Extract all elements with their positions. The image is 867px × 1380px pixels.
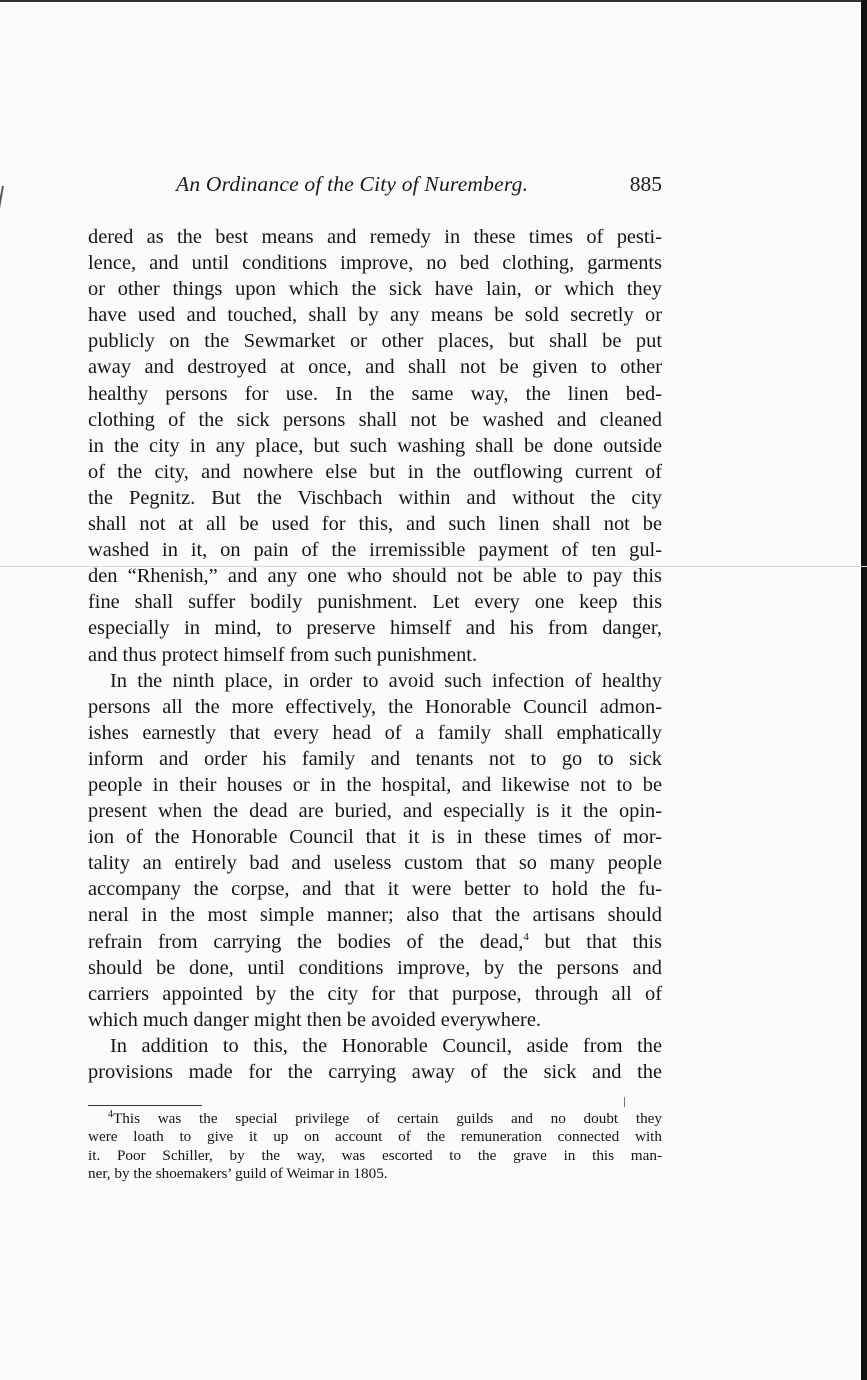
text-segment: refrain from carrying the bodies of the dead,: [88, 930, 524, 953]
text-line: carriers appointed by the city for that purpose, through all of: [88, 982, 662, 1005]
text-line: away and destroyed at once, and shall not be given to other: [88, 356, 662, 379]
body-text: [88, 224, 662, 1085]
text-line: people in their houses or in the hospital, and likewise not to be: [88, 773, 662, 796]
text-line: ishes earnestly that every head of a family shall emphatically: [88, 721, 662, 744]
text-line: persons all the more effectively, the Honorable Council admon-: [88, 695, 662, 718]
text-line: of the city, and nowhere else but in the outflowing current of: [88, 460, 662, 483]
footnote-line: ner, by the shoemakers’ guild of Weimar in 1805.: [88, 1165, 388, 1183]
text-line: fine shall suffer bodily punishment. Let every one keep this: [88, 591, 662, 614]
page-number: 885: [629, 172, 662, 196]
text-line: in the city in any place, but such washing shall be done outside: [88, 434, 662, 457]
footnote-text: This was the special privilege of certain guilds and no doubt they: [113, 1110, 662, 1127]
footnote-marker: 4: [108, 1108, 113, 1120]
text-line: publicly on the Sewmarket or other places, but shall be put: [88, 330, 662, 353]
text-line: healthy persons for use. In the same way, the linen bed-: [88, 382, 662, 405]
text-line: neral in the most simple manner; also that the artisans should: [88, 904, 662, 927]
text-line: den “Rhenish,” and any one who should not be able to pay this: [88, 565, 662, 588]
page-top-edge: [0, 0, 867, 2]
text-line: should be done, until conditions improve, by the persons and: [88, 956, 662, 979]
scan-speck: [624, 1097, 625, 1107]
text-line: tality an entirely bad and useless custom that so many people: [88, 852, 662, 875]
text-segment: but that this: [528, 930, 662, 953]
text-line: have used and touched, shall by any means be sold secretly or: [88, 304, 662, 327]
text-line: ion of the Honorable Council that it is in these times of mor-: [88, 826, 662, 849]
text-line-with-footnote-ref: [88, 929, 662, 955]
page-right-edge: [861, 0, 867, 1380]
binding-mark: [0, 186, 10, 208]
text-line: and thus protect himself from such punishment.: [88, 643, 478, 666]
text-line: In addition to this, the Honorable Council, aside from the: [110, 1034, 662, 1057]
text-line: lence, and until conditions improve, no bed clothing, garments: [88, 252, 662, 275]
text-line: the Pegnitz. But the Vischbach within and without the city: [88, 486, 662, 509]
text-line: clothing of the sick persons shall not be washed and cleaned: [88, 408, 662, 431]
footnote-line: [88, 1110, 662, 1128]
text-line: or other things upon which the sick have lain, or which they: [88, 278, 662, 301]
text-line: inform and order his family and tenants not to go to sick: [88, 747, 662, 770]
text-line: shall not at all be used for this, and such linen shall not be: [88, 513, 662, 536]
text-line: In the ninth place, in order to avoid such infection of healthy: [110, 669, 662, 692]
footnote-reference[interactable]: 4: [523, 930, 529, 943]
running-header: [88, 172, 662, 204]
text-line: washed in it, on pain of the irremissible payment of ten gul-: [88, 539, 662, 562]
text-line: dered as the best means and remedy in these times of pesti-: [88, 226, 662, 248]
running-title: An Ordinance of the City of Nuremberg.: [176, 172, 529, 196]
footnote-line: it. Poor Schiller, by the way, was escorted to the grave in this man-: [88, 1146, 662, 1164]
text-line: which much danger might then be avoided everywhere.: [88, 1008, 541, 1031]
text-line: especially in mind, to preserve himself and his from danger,: [88, 617, 662, 640]
text-line: accompany the corpse, and that it were better to hold the fu-: [88, 878, 662, 901]
footnote-rule: [88, 1105, 202, 1106]
text-line: provisions made for the carrying away of the sick and the: [88, 1061, 662, 1083]
footnote: [88, 1110, 662, 1184]
footnote-line: were loath to give it up on account of the remuneration connected with: [88, 1128, 662, 1146]
text-line: present when the dead are buried, and especially is it the opin-: [88, 800, 662, 823]
